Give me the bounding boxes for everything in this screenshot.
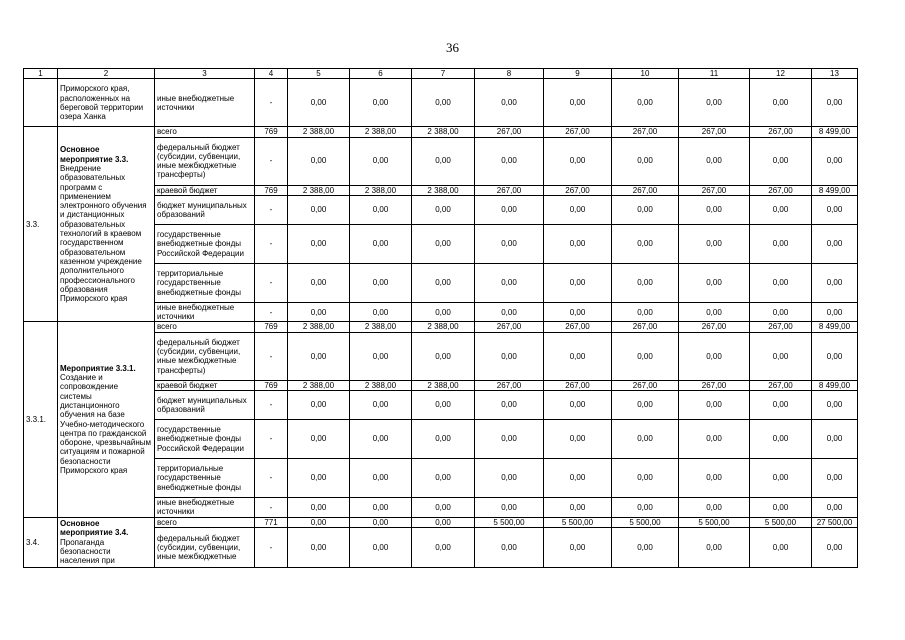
responsible-code: - (255, 79, 288, 127)
amount-cell: 0,00 (350, 224, 412, 263)
amount-cell: 27 500,00 (812, 517, 858, 527)
amount-cell: 267,00 (544, 322, 612, 332)
amount-cell: 267,00 (679, 185, 750, 195)
amount-cell: 0,00 (350, 391, 412, 420)
amount-cell: 0,00 (612, 263, 679, 302)
funding-source: всего (155, 322, 255, 332)
amount-cell: 0,00 (612, 332, 679, 380)
amount-cell: 0,00 (679, 527, 750, 567)
amount-cell: 0,00 (750, 195, 812, 224)
amount-cell: 0,00 (412, 391, 475, 420)
header-cell: 6 (350, 69, 412, 79)
amount-cell: 0,00 (350, 137, 412, 185)
amount-cell: 0,00 (750, 391, 812, 420)
responsible-code: - (255, 527, 288, 567)
amount-cell: 0,00 (812, 420, 858, 459)
funding-source: всего (155, 127, 255, 137)
amount-cell: 0,00 (612, 420, 679, 459)
amount-cell: 0,00 (812, 459, 858, 498)
amount-cell: 2 388,00 (412, 127, 475, 137)
responsible-code: - (255, 224, 288, 263)
budget-table (23, 68, 858, 568)
responsible-code: - (255, 420, 288, 459)
amount-cell: 0,00 (679, 332, 750, 380)
amount-cell: 0,00 (350, 79, 412, 127)
amount-cell: 0,00 (812, 302, 858, 322)
responsible-code: 769 (255, 127, 288, 137)
amount-cell: 0,00 (288, 420, 350, 459)
amount-cell: 0,00 (812, 527, 858, 567)
amount-cell: 2 388,00 (288, 127, 350, 137)
amount-cell: 2 388,00 (412, 185, 475, 195)
item-title: Основное мероприятие 3.4. (60, 519, 129, 538)
item-description: Пропаганда безопасности населения при (60, 537, 115, 566)
amount-cell: 0,00 (544, 263, 612, 302)
amount-cell: 0,00 (412, 224, 475, 263)
amount-cell: 2 388,00 (350, 127, 412, 137)
responsible-code: 769 (255, 185, 288, 195)
amount-cell: 8 499,00 (812, 127, 858, 137)
amount-cell: 267,00 (475, 380, 544, 390)
amount-cell: 0,00 (812, 224, 858, 263)
amount-cell: 8 499,00 (812, 380, 858, 390)
amount-cell: 267,00 (475, 185, 544, 195)
amount-cell: 5 500,00 (544, 517, 612, 527)
amount-cell: 267,00 (750, 380, 812, 390)
amount-cell: 0,00 (679, 391, 750, 420)
amount-cell: 0,00 (750, 137, 812, 185)
responsible-code: 769 (255, 380, 288, 390)
amount-cell: 0,00 (679, 79, 750, 127)
responsible-code: - (255, 195, 288, 224)
amount-cell: 0,00 (475, 332, 544, 380)
amount-cell: 0,00 (750, 332, 812, 380)
header-cell: 10 (612, 69, 679, 79)
item-description: Внедрение образовательных программ с применением электронного обучения и дистанционных образовательных технологий в краевом государственном образовательном казенном учреждение дополнительного профессионального образования Приморского края (60, 163, 147, 304)
amount-cell: 0,00 (475, 391, 544, 420)
amount-cell: 0,00 (544, 332, 612, 380)
amount-cell: 267,00 (679, 127, 750, 137)
amount-cell: 0,00 (679, 420, 750, 459)
header-cell: 11 (679, 69, 750, 79)
amount-cell: 0,00 (288, 302, 350, 322)
responsible-code: - (255, 263, 288, 302)
amount-cell: 0,00 (288, 195, 350, 224)
amount-cell: 0,00 (288, 391, 350, 420)
amount-cell: 0,00 (412, 498, 475, 518)
amount-cell: 0,00 (812, 332, 858, 380)
amount-cell: 267,00 (612, 380, 679, 390)
amount-cell: 0,00 (750, 527, 812, 567)
table-row (24, 127, 858, 137)
amount-cell: 267,00 (544, 380, 612, 390)
header-cell: 1 (24, 69, 58, 79)
amount-cell: 2 388,00 (350, 380, 412, 390)
amount-cell: 0,00 (679, 137, 750, 185)
amount-cell: 267,00 (750, 127, 812, 137)
amount-cell: 0,00 (475, 420, 544, 459)
amount-cell: 267,00 (679, 322, 750, 332)
header-cell: 9 (544, 69, 612, 79)
amount-cell: 0,00 (412, 302, 475, 322)
amount-cell: 0,00 (750, 420, 812, 459)
amount-cell: 0,00 (350, 263, 412, 302)
amount-cell: 0,00 (288, 459, 350, 498)
amount-cell: 0,00 (475, 137, 544, 185)
amount-cell: 0,00 (544, 391, 612, 420)
page-number: 36 (446, 40, 459, 55)
amount-cell: 0,00 (475, 302, 544, 322)
item-name-cell (58, 517, 155, 567)
amount-cell: 0,00 (812, 391, 858, 420)
header-cell: 3 (155, 69, 255, 79)
header-cell: 13 (812, 69, 858, 79)
amount-cell: 2 388,00 (350, 185, 412, 195)
amount-cell: 0,00 (475, 224, 544, 263)
amount-cell: 267,00 (475, 322, 544, 332)
item-code: 3.3. (24, 127, 58, 322)
item-name-cell (58, 127, 155, 322)
amount-cell: 0,00 (544, 195, 612, 224)
item-code (24, 79, 58, 127)
funding-source: бюджет муниципальных образований (155, 195, 255, 224)
amount-cell: 0,00 (350, 517, 412, 527)
amount-cell: 0,00 (544, 302, 612, 322)
responsible-code: - (255, 498, 288, 518)
item-title: Мероприятие 3.3.1. (60, 363, 136, 373)
amount-cell: 8 499,00 (812, 185, 858, 195)
amount-cell: 0,00 (288, 224, 350, 263)
funding-source: иные внебюджетные источники (155, 498, 255, 518)
table-row (24, 322, 858, 332)
amount-cell: 0,00 (412, 195, 475, 224)
amount-cell: 0,00 (612, 391, 679, 420)
amount-cell: 0,00 (412, 527, 475, 567)
amount-cell: 0,00 (544, 527, 612, 567)
amount-cell: 0,00 (679, 459, 750, 498)
amount-cell: 0,00 (350, 195, 412, 224)
amount-cell: 0,00 (544, 420, 612, 459)
amount-cell: 2 388,00 (288, 380, 350, 390)
amount-cell: 0,00 (812, 79, 858, 127)
responsible-code: - (255, 391, 288, 420)
funding-source: краевой бюджет (155, 380, 255, 390)
responsible-code: 771 (255, 517, 288, 527)
amount-cell: 0,00 (412, 517, 475, 527)
amount-cell: 0,00 (612, 302, 679, 322)
amount-cell: 0,00 (679, 302, 750, 322)
amount-cell: 0,00 (812, 498, 858, 518)
amount-cell: 0,00 (750, 498, 812, 518)
amount-cell: 0,00 (612, 79, 679, 127)
header-cell: 4 (255, 69, 288, 79)
funding-source: иные внебюджетные источники (155, 302, 255, 322)
amount-cell: 0,00 (288, 79, 350, 127)
header-cell: 12 (750, 69, 812, 79)
item-code: 3.4. (24, 517, 58, 567)
amount-cell: 267,00 (750, 185, 812, 195)
amount-cell: 267,00 (544, 127, 612, 137)
funding-source: иные внебюджетные источники (155, 79, 255, 127)
amount-cell: 2 388,00 (412, 322, 475, 332)
amount-cell: 267,00 (612, 185, 679, 195)
amount-cell: 0,00 (812, 137, 858, 185)
amount-cell: 0,00 (288, 517, 350, 527)
funding-source: федеральный бюджет (субсидии, субвенции, иные межбюджетные (155, 527, 255, 567)
amount-cell: 0,00 (475, 527, 544, 567)
amount-cell: 0,00 (544, 137, 612, 185)
amount-cell: 0,00 (412, 79, 475, 127)
item-title: Основное мероприятие 3.3. (60, 145, 129, 164)
amount-cell: 8 499,00 (812, 322, 858, 332)
amount-cell: 0,00 (288, 137, 350, 185)
amount-cell: 0,00 (612, 459, 679, 498)
amount-cell: 2 388,00 (288, 322, 350, 332)
amount-cell: 0,00 (812, 195, 858, 224)
amount-cell: 2 388,00 (350, 322, 412, 332)
amount-cell: 267,00 (679, 380, 750, 390)
amount-cell: 0,00 (612, 224, 679, 263)
amount-cell: 0,00 (612, 195, 679, 224)
amount-cell: 0,00 (475, 263, 544, 302)
amount-cell: 0,00 (412, 459, 475, 498)
funding-source: федеральный бюджет (субсидии, субвенции, иные межбюджетные трансферты) (155, 332, 255, 380)
responsible-code: - (255, 137, 288, 185)
funding-source: всего (155, 517, 255, 527)
amount-cell: 0,00 (475, 79, 544, 127)
funding-source: государственные внебюджетные фонды Российской Федерации (155, 420, 255, 459)
amount-cell: 0,00 (288, 332, 350, 380)
funding-source: государственные внебюджетные фонды Российской Федерации (155, 224, 255, 263)
amount-cell: 0,00 (350, 498, 412, 518)
amount-cell: 0,00 (679, 195, 750, 224)
amount-cell: 5 500,00 (679, 517, 750, 527)
amount-cell: 0,00 (750, 224, 812, 263)
amount-cell: 0,00 (612, 527, 679, 567)
amount-cell: 0,00 (750, 263, 812, 302)
header-cell: 8 (475, 69, 544, 79)
table-row (24, 517, 858, 527)
amount-cell: 2 388,00 (412, 380, 475, 390)
header-cell: 5 (288, 69, 350, 79)
amount-cell: 267,00 (544, 185, 612, 195)
amount-cell: 0,00 (350, 459, 412, 498)
amount-cell: 0,00 (750, 302, 812, 322)
amount-cell: 0,00 (750, 79, 812, 127)
item-description: Приморского края, расположенных на береговой территории озера Ханка (60, 84, 144, 122)
amount-cell: 0,00 (350, 302, 412, 322)
amount-cell: 0,00 (288, 263, 350, 302)
amount-cell: 267,00 (750, 322, 812, 332)
responsible-code: - (255, 459, 288, 498)
amount-cell: 0,00 (412, 420, 475, 459)
amount-cell: 0,00 (679, 224, 750, 263)
amount-cell: 0,00 (612, 498, 679, 518)
amount-cell: 0,00 (612, 137, 679, 185)
amount-cell: 0,00 (412, 137, 475, 185)
amount-cell: 0,00 (679, 498, 750, 518)
responsible-code: - (255, 332, 288, 380)
amount-cell: 0,00 (475, 195, 544, 224)
header-row (24, 69, 858, 79)
amount-cell: 2 388,00 (288, 185, 350, 195)
amount-cell: 267,00 (612, 322, 679, 332)
item-description: Создание и сопровождение системы дистанционного обучения на базе Учебно-методического центра по гражданской обороне, чрезвычайным ситуациям и пожарной безопасности Приморского края (60, 373, 152, 476)
amount-cell: 0,00 (288, 498, 350, 518)
funding-source: территориальные государственные внебюджетные фонды (155, 459, 255, 498)
header-cell: 7 (412, 69, 475, 79)
funding-source: федеральный бюджет (субсидии, субвенции, иные межбюджетные трансферты) (155, 137, 255, 185)
amount-cell: 0,00 (350, 527, 412, 567)
funding-source: территориальные государственные внебюджетные фонды (155, 263, 255, 302)
amount-cell: 0,00 (350, 420, 412, 459)
amount-cell: 0,00 (544, 224, 612, 263)
amount-cell: 0,00 (475, 459, 544, 498)
amount-cell: 0,00 (412, 263, 475, 302)
amount-cell: 0,00 (544, 459, 612, 498)
funding-source: бюджет муниципальных образований (155, 391, 255, 420)
amount-cell: 0,00 (679, 263, 750, 302)
header-cell: 2 (58, 69, 155, 79)
amount-cell: 0,00 (544, 79, 612, 127)
amount-cell: 0,00 (350, 332, 412, 380)
responsible-code: - (255, 302, 288, 322)
amount-cell: 0,00 (475, 498, 544, 518)
responsible-code: 769 (255, 322, 288, 332)
item-code: 3.3.1. (24, 322, 58, 517)
table-row (24, 79, 858, 127)
amount-cell: 5 500,00 (475, 517, 544, 527)
amount-cell: 267,00 (612, 127, 679, 137)
funding-source: краевой бюджет (155, 185, 255, 195)
item-name-cell (58, 79, 155, 127)
amount-cell: 5 500,00 (750, 517, 812, 527)
amount-cell: 0,00 (288, 527, 350, 567)
amount-cell: 5 500,00 (612, 517, 679, 527)
amount-cell: 0,00 (544, 498, 612, 518)
amount-cell: 0,00 (750, 459, 812, 498)
amount-cell: 0,00 (812, 263, 858, 302)
amount-cell: 0,00 (412, 332, 475, 380)
item-name-cell (58, 322, 155, 517)
amount-cell: 267,00 (475, 127, 544, 137)
